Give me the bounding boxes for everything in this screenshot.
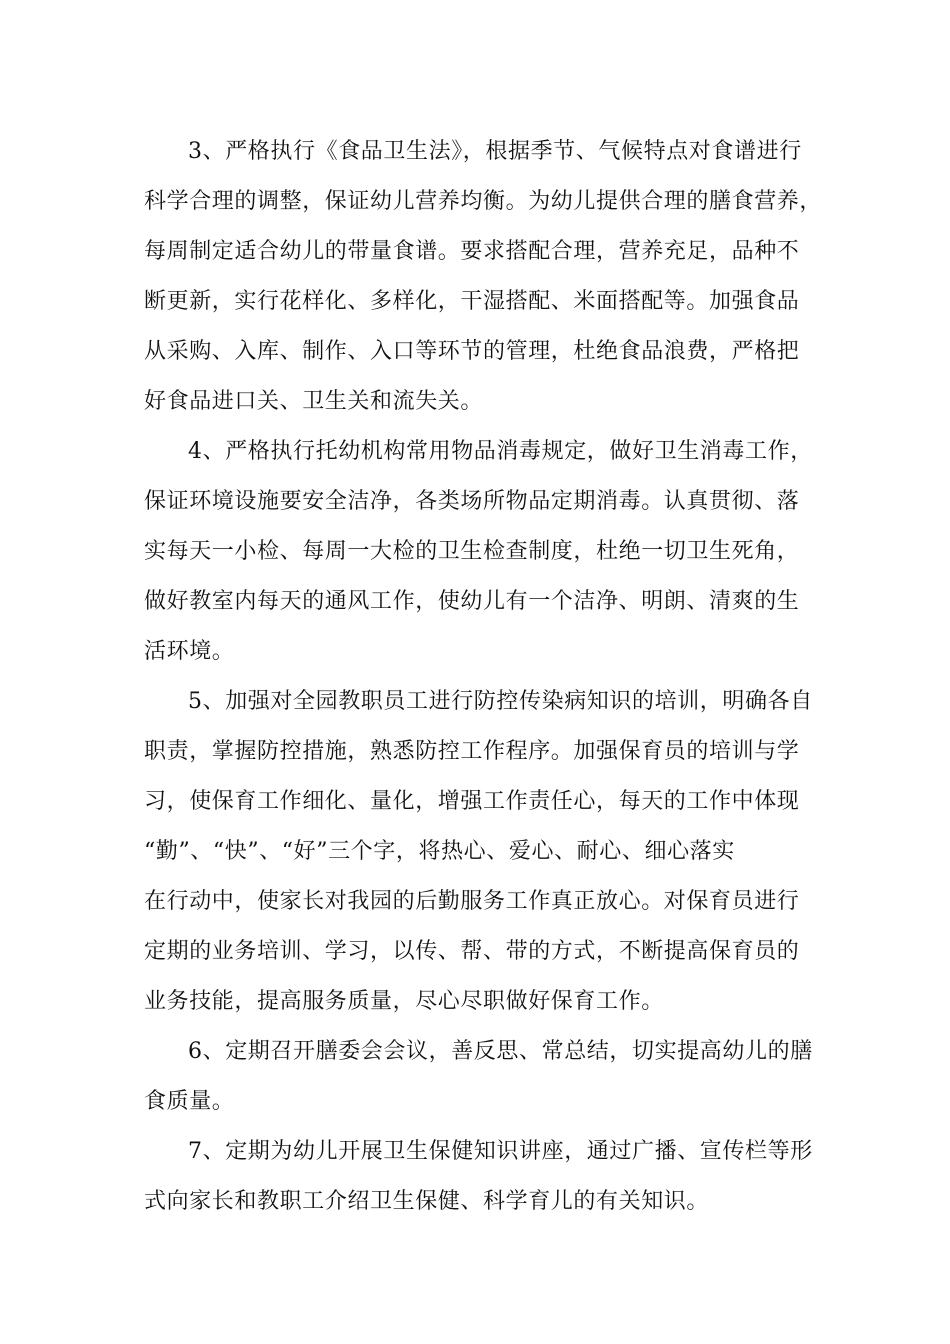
paragraph-line: 6、定期召开膳委会会议，善反思、常总结，切实提高幼儿的膳 (188, 1039, 813, 1064)
paragraph-line: 科学合理的调整，保证幼儿营养均衡。为幼儿提供合理的膳食营养， (144, 189, 823, 214)
paragraph-line: 做好教室内每天的通风工作，使幼儿有一个洁净、明朗、清爽的生 (144, 589, 800, 614)
paragraph-line: 定期的业务培训、学习，以传、帮、带的方式，不断提高保育员的 (144, 939, 800, 964)
paragraph-line: 式向家长和教职工介绍卫生保健、科学育儿的有关知识。 (144, 1189, 710, 1214)
paragraph-line: 业务技能，提高服务质量，尽心尽职做好保育工作。 (144, 989, 664, 1014)
paragraph-line: 断更新，实行花样化、多样化，干湿搭配、米面搭配等。加强食品 (144, 289, 800, 314)
paragraph-line: 习，使保育工作细化、量化，增强工作责任心，每天的工作中体现 (144, 789, 800, 814)
paragraph-line: 实每天一小检、每周一大检的卫生检查制度，杜绝一切卫生死角， (144, 539, 800, 564)
paragraph-line: “勤”、“快”、“好”三个字，将热心、爱心、耐心、细心落实 (144, 839, 735, 864)
paragraph-line: 活环境。 (144, 639, 235, 664)
paragraph-line: 食质量。 (144, 1089, 235, 1114)
paragraph-line: 每周制定适合幼儿的带量食谱。要求搭配合理，营养充足，品种不 (144, 239, 800, 264)
paragraph-line: 7、定期为幼儿开展卫生保健知识讲座，通过广播、宣传栏等形 (188, 1139, 813, 1164)
paragraph-line: 从采购、入库、制作、入口等环节的管理，杜绝食品浪费，严格把 (144, 339, 800, 364)
paragraph-line: 职责，掌握防控措施，熟悉防控工作程序。加强保育员的培训与学 (144, 739, 800, 764)
paragraph-line: 保证环境设施要安全洁净，各类场所物品定期消毒。认真贯彻、落 (144, 489, 800, 514)
paragraph-line: 好食品进口关、卫生关和流失关。 (144, 389, 484, 414)
paragraph-line: 3、严格执行《食品卫生法》，根据季节、气候特点对食谱进行 (188, 139, 802, 164)
paragraph-line: 4、严格执行托幼机构常用物品消毒规定，做好卫生消毒工作， (188, 439, 813, 464)
paragraph-line: 5、加强对全园教职员工进行防控传染病知识的培训，明确各自 (188, 689, 813, 714)
paragraph-line: 在行动中，使家长对我园的后勤服务工作真正放心。对保育员进行 (144, 889, 800, 914)
